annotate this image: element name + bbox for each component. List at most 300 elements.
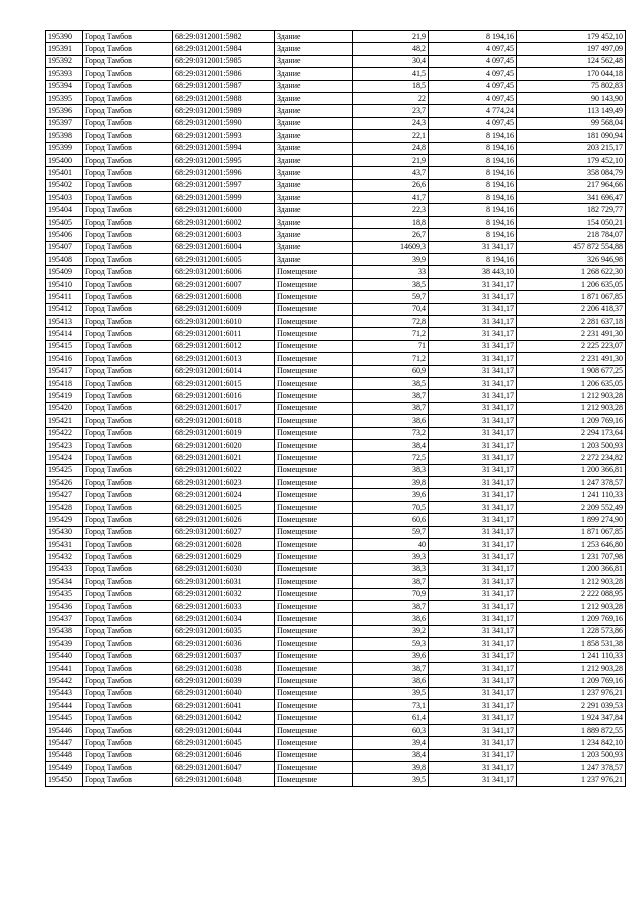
city-cell: Город Тамбов <box>83 365 173 377</box>
table-row <box>46 489 626 501</box>
row-number-cell: 195422 <box>46 427 83 439</box>
row-number-cell: 195433 <box>46 563 83 575</box>
area-cell: 70,9 <box>353 588 429 600</box>
table-row <box>46 315 626 327</box>
table-row <box>46 167 626 179</box>
object-type-cell: Помещение <box>275 328 353 340</box>
area-cell: 48,2 <box>353 43 429 55</box>
area-cell: 38,6 <box>353 415 429 427</box>
specific-value-cell: 4 097,45 <box>429 43 517 55</box>
cadastral-number-cell: 68:29:0312001:6044 <box>173 724 275 736</box>
table-row <box>46 687 626 699</box>
table-row <box>46 402 626 414</box>
city-cell: Город Тамбов <box>83 353 173 365</box>
row-number-cell: 195401 <box>46 167 83 179</box>
area-cell: 24,8 <box>353 142 429 154</box>
city-cell: Город Тамбов <box>83 80 173 92</box>
object-type-cell: Помещение <box>275 625 353 637</box>
specific-value-cell: 31 341,17 <box>429 539 517 551</box>
city-cell: Город Тамбов <box>83 613 173 625</box>
city-cell: Город Тамбов <box>83 204 173 216</box>
area-cell: 38,7 <box>353 402 429 414</box>
cadastral-number-cell: 68:29:0312001:5986 <box>173 68 275 80</box>
area-cell: 39,6 <box>353 650 429 662</box>
cadastral-number-cell: 68:29:0312001:5982 <box>173 31 275 43</box>
object-type-cell: Здание <box>275 130 353 142</box>
cadastral-number-cell: 68:29:0312001:6028 <box>173 539 275 551</box>
city-cell: Город Тамбов <box>83 241 173 253</box>
cadastral-number-cell: 68:29:0312001:6033 <box>173 600 275 612</box>
row-number-cell: 195406 <box>46 229 83 241</box>
object-type-cell: Здание <box>275 80 353 92</box>
object-type-cell: Помещение <box>275 365 353 377</box>
cadastral-value-cell: 1 206 635,05 <box>517 377 626 389</box>
area-cell: 41,5 <box>353 68 429 80</box>
city-cell: Город Тамбов <box>83 291 173 303</box>
object-type-cell: Здание <box>275 43 353 55</box>
specific-value-cell: 4 097,45 <box>429 92 517 104</box>
cadastral-number-cell: 68:29:0312001:6029 <box>173 551 275 563</box>
table-row <box>46 415 626 427</box>
cadastral-value-cell: 457 872 554,88 <box>517 241 626 253</box>
specific-value-cell: 4 097,45 <box>429 80 517 92</box>
object-type-cell: Помещение <box>275 662 353 674</box>
area-cell: 71,2 <box>353 353 429 365</box>
city-cell: Город Тамбов <box>83 266 173 278</box>
cadastral-value-cell: 124 562,48 <box>517 55 626 67</box>
cadastral-number-cell: 68:29:0312001:5984 <box>173 43 275 55</box>
cadastral-value-cell: 1 228 573,86 <box>517 625 626 637</box>
table-row <box>46 43 626 55</box>
row-number-cell: 195437 <box>46 613 83 625</box>
cadastral-number-cell: 68:29:0312001:6004 <box>173 241 275 253</box>
object-type-cell: Помещение <box>275 514 353 526</box>
table-row <box>46 291 626 303</box>
area-cell: 22,1 <box>353 130 429 142</box>
table-row <box>46 31 626 43</box>
cadastral-number-cell: 68:29:0312001:6021 <box>173 452 275 464</box>
specific-value-cell: 31 341,17 <box>429 737 517 749</box>
cadastral-number-cell: 68:29:0312001:5985 <box>173 55 275 67</box>
object-type-cell: Помещение <box>275 353 353 365</box>
specific-value-cell: 31 341,17 <box>429 526 517 538</box>
city-cell: Город Тамбов <box>83 551 173 563</box>
specific-value-cell: 31 341,17 <box>429 625 517 637</box>
table-row <box>46 675 626 687</box>
cadastral-value-cell: 2 231 491,30 <box>517 328 626 340</box>
city-cell: Город Тамбов <box>83 576 173 588</box>
cadastral-value-cell: 1 212 903,28 <box>517 600 626 612</box>
object-type-cell: Помещение <box>275 749 353 761</box>
area-cell: 70,4 <box>353 303 429 315</box>
city-cell: Город Тамбов <box>83 315 173 327</box>
object-type-cell: Здание <box>275 92 353 104</box>
cadastral-number-cell: 68:29:0312001:5989 <box>173 105 275 117</box>
city-cell: Город Тамбов <box>83 92 173 104</box>
table-row <box>46 179 626 191</box>
object-type-cell: Помещение <box>275 501 353 513</box>
cadastral-number-cell: 68:29:0312001:6013 <box>173 353 275 365</box>
object-type-cell: Помещение <box>275 700 353 712</box>
city-cell: Город Тамбов <box>83 452 173 464</box>
object-type-cell: Помещение <box>275 390 353 402</box>
cadastral-value-cell: 1 899 274,90 <box>517 514 626 526</box>
area-cell: 38,3 <box>353 464 429 476</box>
cadastral-number-cell: 68:29:0312001:6007 <box>173 278 275 290</box>
cadastral-number-cell: 68:29:0312001:5990 <box>173 117 275 129</box>
table-row <box>46 712 626 724</box>
specific-value-cell: 31 341,17 <box>429 650 517 662</box>
cadastral-number-cell: 68:29:0312001:6010 <box>173 315 275 327</box>
object-type-cell: Помещение <box>275 340 353 352</box>
area-cell: 59,3 <box>353 638 429 650</box>
city-cell: Город Тамбов <box>83 600 173 612</box>
city-cell: Город Тамбов <box>83 749 173 761</box>
object-type-cell: Помещение <box>275 613 353 625</box>
cadastral-number-cell: 68:29:0312001:6019 <box>173 427 275 439</box>
cadastral-number-cell: 68:29:0312001:5995 <box>173 154 275 166</box>
table-row <box>46 551 626 563</box>
cadastral-value-cell: 1 200 366,81 <box>517 464 626 476</box>
specific-value-cell: 4 774,24 <box>429 105 517 117</box>
table-row <box>46 638 626 650</box>
cadastral-value-cell: 1 212 903,28 <box>517 402 626 414</box>
cadastral-number-cell: 68:29:0312001:6017 <box>173 402 275 414</box>
row-number-cell: 195440 <box>46 650 83 662</box>
city-cell: Город Тамбов <box>83 68 173 80</box>
area-cell: 21,9 <box>353 154 429 166</box>
city-cell: Город Тамбов <box>83 489 173 501</box>
specific-value-cell: 31 341,17 <box>429 749 517 761</box>
cadastral-value-cell: 1 209 769,16 <box>517 675 626 687</box>
area-cell: 33 <box>353 266 429 278</box>
table-row <box>46 662 626 674</box>
table-row <box>46 439 626 451</box>
specific-value-cell: 31 341,17 <box>429 600 517 612</box>
cadastral-number-cell: 68:29:0312001:6020 <box>173 439 275 451</box>
table-row <box>46 192 626 204</box>
specific-value-cell: 31 341,17 <box>429 390 517 402</box>
cadastral-value-cell: 1 209 769,16 <box>517 613 626 625</box>
row-number-cell: 195436 <box>46 600 83 612</box>
cadastral-value-cell: 1 212 903,28 <box>517 390 626 402</box>
area-cell: 43,7 <box>353 167 429 179</box>
object-type-cell: Помещение <box>275 675 353 687</box>
cadastral-value-cell: 2 225 223,07 <box>517 340 626 352</box>
row-number-cell: 195430 <box>46 526 83 538</box>
city-cell: Город Тамбов <box>83 563 173 575</box>
area-cell: 39,8 <box>353 762 429 774</box>
table-row <box>46 737 626 749</box>
specific-value-cell: 31 341,17 <box>429 415 517 427</box>
area-cell: 38,7 <box>353 576 429 588</box>
row-number-cell: 195405 <box>46 216 83 228</box>
table-row <box>46 588 626 600</box>
city-cell: Город Тамбов <box>83 625 173 637</box>
row-number-cell: 195450 <box>46 774 83 786</box>
city-cell: Город Тамбов <box>83 216 173 228</box>
cadastral-value-cell: 358 084,79 <box>517 167 626 179</box>
cadastral-number-cell: 68:29:0312001:6032 <box>173 588 275 600</box>
city-cell: Город Тамбов <box>83 477 173 489</box>
cadastral-number-cell: 68:29:0312001:6015 <box>173 377 275 389</box>
cadastral-value-cell: 1 908 677,25 <box>517 365 626 377</box>
specific-value-cell: 31 341,17 <box>429 477 517 489</box>
object-type-cell: Помещение <box>275 377 353 389</box>
cadastral-value-cell: 218 784,07 <box>517 229 626 241</box>
table-row <box>46 365 626 377</box>
cadastral-number-cell: 68:29:0312001:6039 <box>173 675 275 687</box>
cadastral-value-cell: 1 858 531,38 <box>517 638 626 650</box>
city-cell: Город Тамбов <box>83 31 173 43</box>
specific-value-cell: 31 341,17 <box>429 774 517 786</box>
cadastral-number-cell: 68:29:0312001:6018 <box>173 415 275 427</box>
specific-value-cell: 31 341,17 <box>429 687 517 699</box>
area-cell: 38,3 <box>353 563 429 575</box>
specific-value-cell: 31 341,17 <box>429 514 517 526</box>
row-number-cell: 195411 <box>46 291 83 303</box>
cadastral-value-cell: 90 143,90 <box>517 92 626 104</box>
cadastral-value-cell: 1 209 769,16 <box>517 415 626 427</box>
table-row <box>46 204 626 216</box>
row-number-cell: 195443 <box>46 687 83 699</box>
object-type-cell: Здание <box>275 117 353 129</box>
cadastral-value-cell: 203 215,17 <box>517 142 626 154</box>
specific-value-cell: 8 194,16 <box>429 204 517 216</box>
cadastral-value-cell: 1 924 347,84 <box>517 712 626 724</box>
cadastral-value-cell: 75 802,83 <box>517 80 626 92</box>
specific-value-cell: 31 341,17 <box>429 353 517 365</box>
cadastral-value-cell: 217 964,66 <box>517 179 626 191</box>
cadastral-value-cell: 2 209 552,49 <box>517 501 626 513</box>
cadastral-number-cell: 68:29:0312001:6048 <box>173 774 275 786</box>
table-row <box>46 80 626 92</box>
row-number-cell: 195403 <box>46 192 83 204</box>
object-type-cell: Помещение <box>275 477 353 489</box>
row-number-cell: 195419 <box>46 390 83 402</box>
city-cell: Город Тамбов <box>83 142 173 154</box>
object-type-cell: Помещение <box>275 278 353 290</box>
row-number-cell: 195396 <box>46 105 83 117</box>
row-number-cell: 195424 <box>46 452 83 464</box>
object-type-cell: Помещение <box>275 415 353 427</box>
cadastral-value-cell: 179 452,10 <box>517 31 626 43</box>
cadastral-value-cell: 1 200 366,81 <box>517 563 626 575</box>
cadastral-number-cell: 68:29:0312001:6042 <box>173 712 275 724</box>
city-cell: Город Тамбов <box>83 117 173 129</box>
table-row <box>46 340 626 352</box>
row-number-cell: 195434 <box>46 576 83 588</box>
specific-value-cell: 31 341,17 <box>429 762 517 774</box>
cadastral-value-cell: 341 696,47 <box>517 192 626 204</box>
object-type-cell: Здание <box>275 154 353 166</box>
area-cell: 30,4 <box>353 55 429 67</box>
cadastral-number-cell: 68:29:0312001:6040 <box>173 687 275 699</box>
object-type-cell: Помещение <box>275 551 353 563</box>
area-cell: 73,1 <box>353 700 429 712</box>
specific-value-cell: 8 194,16 <box>429 179 517 191</box>
city-cell: Город Тамбов <box>83 464 173 476</box>
cadastral-number-cell: 68:29:0312001:6037 <box>173 650 275 662</box>
cadastral-value-cell: 1 231 707,98 <box>517 551 626 563</box>
row-number-cell: 195390 <box>46 31 83 43</box>
cadastral-number-cell: 68:29:0312001:6012 <box>173 340 275 352</box>
object-type-cell: Помещение <box>275 650 353 662</box>
area-cell: 38,4 <box>353 439 429 451</box>
specific-value-cell: 31 341,17 <box>429 588 517 600</box>
cadastral-value-cell: 2 206 418,37 <box>517 303 626 315</box>
row-number-cell: 195441 <box>46 662 83 674</box>
area-cell: 38,7 <box>353 390 429 402</box>
specific-value-cell: 8 194,16 <box>429 216 517 228</box>
cadastral-number-cell: 68:29:0312001:6045 <box>173 737 275 749</box>
row-number-cell: 195402 <box>46 179 83 191</box>
object-type-cell: Помещение <box>275 712 353 724</box>
cadastral-number-cell: 68:29:0312001:6008 <box>173 291 275 303</box>
table-row <box>46 266 626 278</box>
table-row <box>46 105 626 117</box>
row-number-cell: 195404 <box>46 204 83 216</box>
area-cell: 41,7 <box>353 192 429 204</box>
area-cell: 72,8 <box>353 315 429 327</box>
object-type-cell: Помещение <box>275 303 353 315</box>
row-number-cell: 195421 <box>46 415 83 427</box>
cadastral-number-cell: 68:29:0312001:5997 <box>173 179 275 191</box>
object-type-cell: Помещение <box>275 266 353 278</box>
object-type-cell: Помещение <box>275 315 353 327</box>
city-cell: Город Тамбов <box>83 675 173 687</box>
table-row <box>46 427 626 439</box>
cadastral-number-cell: 68:29:0312001:6022 <box>173 464 275 476</box>
city-cell: Город Тамбов <box>83 687 173 699</box>
table-row <box>46 130 626 142</box>
area-cell: 18,5 <box>353 80 429 92</box>
object-type-cell: Помещение <box>275 563 353 575</box>
row-number-cell: 195393 <box>46 68 83 80</box>
area-cell: 60,9 <box>353 365 429 377</box>
cadastral-value-cell: 1 871 067,85 <box>517 291 626 303</box>
city-cell: Город Тамбов <box>83 415 173 427</box>
row-number-cell: 195426 <box>46 477 83 489</box>
cadastral-value-cell: 2 222 088,95 <box>517 588 626 600</box>
cadastral-number-cell: 68:29:0312001:6000 <box>173 204 275 216</box>
cadastral-number-cell: 68:29:0312001:5993 <box>173 130 275 142</box>
area-cell: 18,8 <box>353 216 429 228</box>
object-type-cell: Помещение <box>275 526 353 538</box>
specific-value-cell: 31 341,17 <box>429 340 517 352</box>
cadastral-value-cell: 1 253 646,80 <box>517 539 626 551</box>
cadastral-value-cell: 182 729,77 <box>517 204 626 216</box>
cadastral-number-cell: 68:29:0312001:6014 <box>173 365 275 377</box>
area-cell: 39,4 <box>353 737 429 749</box>
cadastral-value-cell: 99 568,04 <box>517 117 626 129</box>
city-cell: Город Тамбов <box>83 229 173 241</box>
city-cell: Город Тамбов <box>83 638 173 650</box>
city-cell: Город Тамбов <box>83 650 173 662</box>
cadastral-number-cell: 68:29:0312001:5999 <box>173 192 275 204</box>
cadastral-value-cell: 154 050,21 <box>517 216 626 228</box>
area-cell: 71 <box>353 340 429 352</box>
row-number-cell: 195395 <box>46 92 83 104</box>
cadastral-value-cell: 1 203 500,93 <box>517 749 626 761</box>
area-cell: 38,6 <box>353 675 429 687</box>
object-type-cell: Здание <box>275 167 353 179</box>
area-cell: 60,3 <box>353 724 429 736</box>
cadastral-number-cell: 68:29:0312001:5996 <box>173 167 275 179</box>
specific-value-cell: 31 341,17 <box>429 241 517 253</box>
city-cell: Город Тамбов <box>83 43 173 55</box>
row-number-cell: 195428 <box>46 501 83 513</box>
row-number-cell: 195416 <box>46 353 83 365</box>
specific-value-cell: 31 341,17 <box>429 291 517 303</box>
city-cell: Город Тамбов <box>83 154 173 166</box>
row-number-cell: 195447 <box>46 737 83 749</box>
area-cell: 39,5 <box>353 774 429 786</box>
row-number-cell: 195410 <box>46 278 83 290</box>
cadastral-value-cell: 1 241 110,33 <box>517 650 626 662</box>
specific-value-cell: 31 341,17 <box>429 563 517 575</box>
cadastral-number-cell: 68:29:0312001:6038 <box>173 662 275 674</box>
city-cell: Город Тамбов <box>83 167 173 179</box>
cadastral-number-cell: 68:29:0312001:6005 <box>173 254 275 266</box>
area-cell: 73,2 <box>353 427 429 439</box>
table-row <box>46 68 626 80</box>
specific-value-cell: 31 341,17 <box>429 427 517 439</box>
object-type-cell: Помещение <box>275 576 353 588</box>
row-number-cell: 195412 <box>46 303 83 315</box>
cadastral-number-cell: 68:29:0312001:5987 <box>173 80 275 92</box>
object-type-cell: Помещение <box>275 588 353 600</box>
row-number-cell: 195398 <box>46 130 83 142</box>
cadastral-number-cell: 68:29:0312001:6027 <box>173 526 275 538</box>
row-number-cell: 195432 <box>46 551 83 563</box>
city-cell: Город Тамбов <box>83 737 173 749</box>
area-cell: 59,7 <box>353 526 429 538</box>
object-type-cell: Здание <box>275 254 353 266</box>
object-type-cell: Здание <box>275 105 353 117</box>
specific-value-cell: 4 097,45 <box>429 117 517 129</box>
cadastral-number-cell: 68:29:0312001:5988 <box>173 92 275 104</box>
table-row <box>46 724 626 736</box>
area-cell: 38,7 <box>353 600 429 612</box>
cadastral-number-cell: 68:29:0312001:6026 <box>173 514 275 526</box>
cadastral-value-cell: 1 234 842,10 <box>517 737 626 749</box>
city-cell: Город Тамбов <box>83 303 173 315</box>
row-number-cell: 195431 <box>46 539 83 551</box>
area-cell: 21,9 <box>353 31 429 43</box>
cadastral-value-table <box>45 30 626 787</box>
area-cell: 39,5 <box>353 687 429 699</box>
object-type-cell: Помещение <box>275 464 353 476</box>
row-number-cell: 195400 <box>46 154 83 166</box>
specific-value-cell: 31 341,17 <box>429 464 517 476</box>
row-number-cell: 195397 <box>46 117 83 129</box>
row-number-cell: 195420 <box>46 402 83 414</box>
table-row <box>46 749 626 761</box>
row-number-cell: 195448 <box>46 749 83 761</box>
object-type-cell: Помещение <box>275 774 353 786</box>
object-type-cell: Здание <box>275 204 353 216</box>
area-cell: 24,3 <box>353 117 429 129</box>
city-cell: Город Тамбов <box>83 278 173 290</box>
cadastral-number-cell: 68:29:0312001:6006 <box>173 266 275 278</box>
object-type-cell: Помещение <box>275 762 353 774</box>
specific-value-cell: 31 341,17 <box>429 638 517 650</box>
row-number-cell: 195399 <box>46 142 83 154</box>
cadastral-number-cell: 68:29:0312001:6025 <box>173 501 275 513</box>
row-number-cell: 195409 <box>46 266 83 278</box>
table-row <box>46 576 626 588</box>
